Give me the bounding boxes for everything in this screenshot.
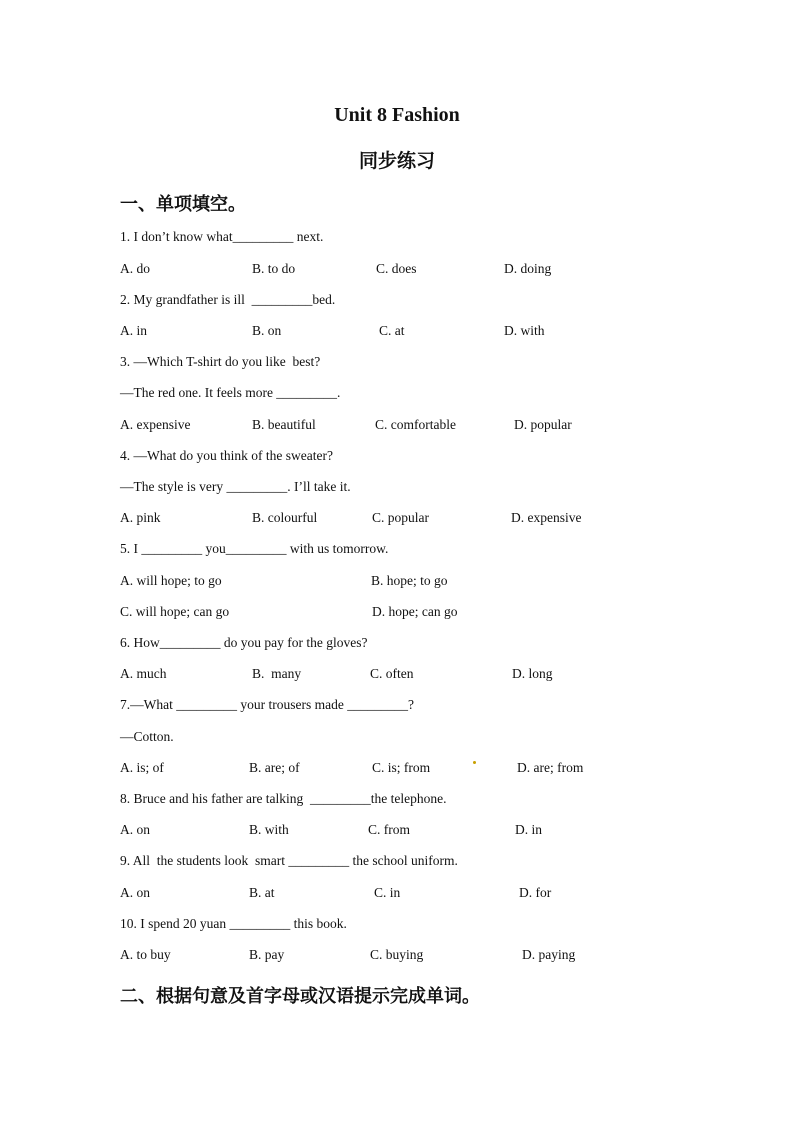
q1-option-c: C. does xyxy=(376,261,417,276)
q10-option-a: A. to buy xyxy=(120,947,171,962)
q3-option-c: C. comfortable xyxy=(375,417,456,432)
q1-option-b: B. to do xyxy=(252,261,296,276)
q10-option-d: D. paying xyxy=(522,947,576,962)
q10-option-b: B. pay xyxy=(249,947,285,962)
q1-option-a: A. do xyxy=(120,261,150,276)
q3-option-a: A. expensive xyxy=(120,417,191,432)
question-3: 3. —Which T-shirt do you like best? xyxy=(120,354,321,369)
question-3-reply: —The red one. It feels more _________. xyxy=(120,385,341,400)
q5-option-d: D. hope; can go xyxy=(372,604,458,619)
q2-option-d: D. with xyxy=(504,323,545,338)
q9-option-c: C. in xyxy=(374,885,401,900)
question-9: 9. All the students look smart _________ the school uniform. xyxy=(120,853,458,868)
q8-option-d: D. in xyxy=(515,822,542,837)
question-5: 5. I _________ you_________ with us tomorrow. xyxy=(120,541,389,556)
q6-option-c: C. often xyxy=(370,666,414,681)
q3-option-b: B. beautiful xyxy=(252,417,316,432)
document-subtitle: 同步练习 xyxy=(358,150,435,172)
question-7-reply: —Cotton. xyxy=(120,729,174,744)
question-8: 8. Bruce and his father are talking _________the telephone. xyxy=(120,791,447,806)
q4-option-d: D. expensive xyxy=(511,510,582,525)
section-heading-1: 一、单项填空。 xyxy=(120,194,246,215)
question-2: 2. My grandfather is ill _________bed. xyxy=(120,292,336,307)
question-1: 1. I don’t know what_________ next. xyxy=(120,229,324,244)
question-4: 4. —What do you think of the sweater? xyxy=(120,448,333,463)
q5-option-c: C. will hope; can go xyxy=(120,604,230,619)
q4-option-c: C. popular xyxy=(372,510,429,525)
document-title: Unit 8 Fashion xyxy=(334,104,460,126)
q9-option-d: D. for xyxy=(519,885,552,900)
q8-option-c: C. from xyxy=(368,822,410,837)
q8-option-b: B. with xyxy=(249,822,289,837)
question-7: 7.—What _________ your trousers made _________? xyxy=(120,697,414,712)
q4-option-a: A. pink xyxy=(120,510,161,525)
q2-option-b: B. on xyxy=(252,323,282,338)
q8-option-a: A. on xyxy=(120,822,150,837)
q7-option-c: C. is; from xyxy=(372,760,431,775)
q7-option-d: D. are; from xyxy=(517,760,584,775)
q9-option-a: A. on xyxy=(120,885,150,900)
q10-option-c: C. buying xyxy=(370,947,424,962)
q2-option-a: A. in xyxy=(120,323,147,338)
q7-option-b: B. are; of xyxy=(249,760,300,775)
question-10: 10. I spend 20 yuan _________ this book. xyxy=(120,916,347,931)
question-4-reply: —The style is very _________. I’ll take it. xyxy=(120,479,351,494)
q2-option-c: C. at xyxy=(379,323,405,338)
q7-option-a: A. is; of xyxy=(120,760,164,775)
stray-dot xyxy=(473,761,476,764)
q5-option-b: B. hope; to go xyxy=(371,573,448,588)
q6-option-a: A. much xyxy=(120,666,167,681)
q3-option-d: D. popular xyxy=(514,417,572,432)
q9-option-b: B. at xyxy=(249,885,275,900)
q4-option-b: B. colourful xyxy=(252,510,318,525)
q1-option-d: D. doing xyxy=(504,261,552,276)
q6-option-d: D. long xyxy=(512,666,553,681)
q6-option-b: B. many xyxy=(252,666,302,681)
section-heading-2: 二、根据句意及首字母或汉语提示完成单词。 xyxy=(120,986,480,1007)
q5-option-a: A. will hope; to go xyxy=(120,573,222,588)
question-6: 6. How_________ do you pay for the gloves? xyxy=(120,635,368,650)
